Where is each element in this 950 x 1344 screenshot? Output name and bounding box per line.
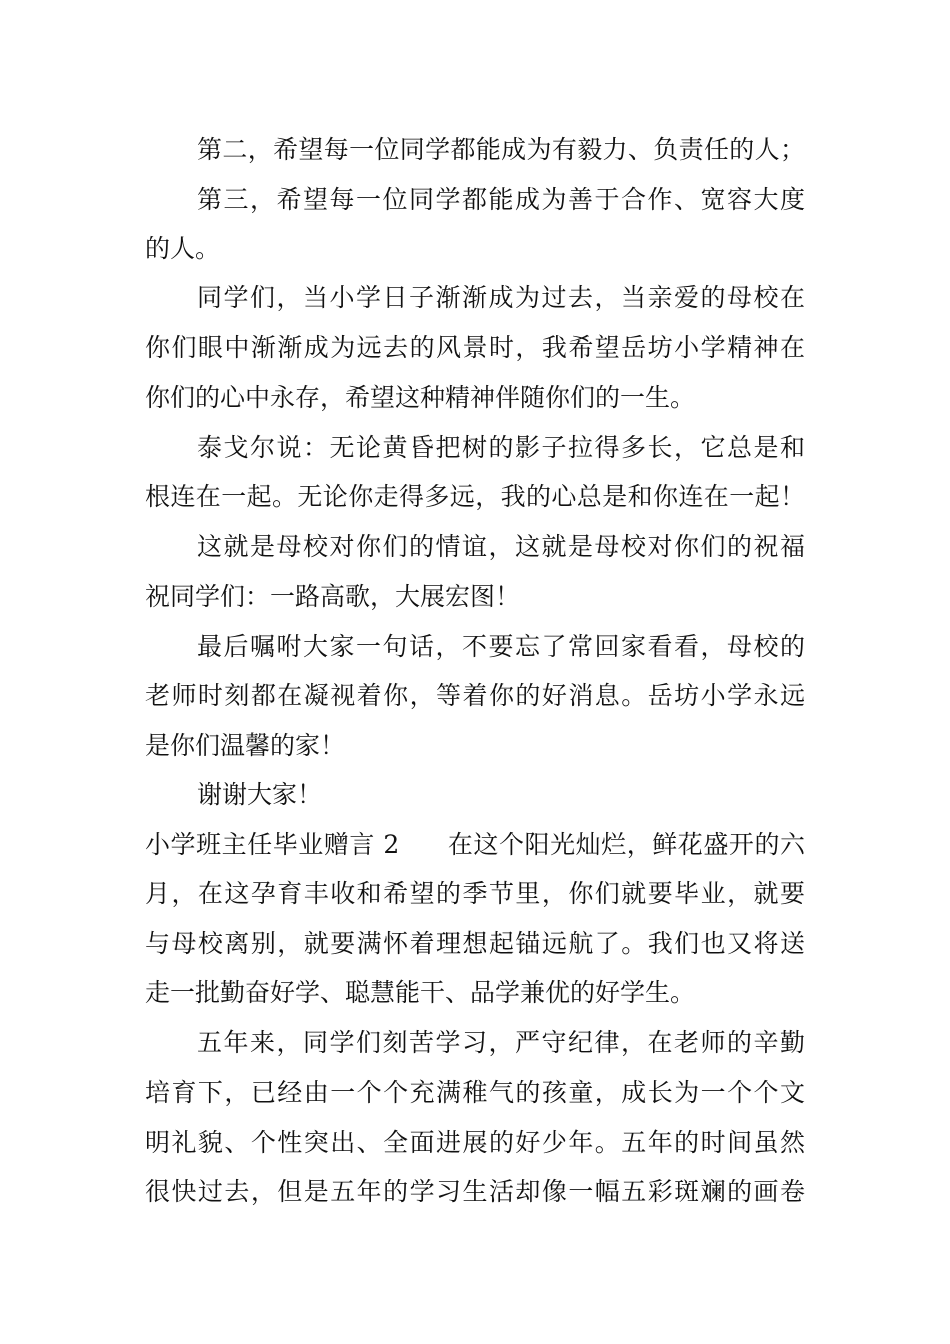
paragraph-line: 这就是母校对你们的情谊，这就是母校对你们的祝福 [197,532,805,561]
paragraph-line: 你们眼中渐渐成为远去的风景时，我希望岳坊小学精神在 [145,333,805,362]
paragraph-line: 你们的心中永存，希望这种精神伴随你们的一生。 [145,383,696,412]
paragraph-line: 走一批勤奋好学、聪慧能干、品学兼优的好学生。 [145,978,696,1007]
paragraph-line: 同学们，当小学日子渐渐成为过去，当亲爱的母校在 [197,283,805,312]
paragraph-line: 第三，希望每一位同学都能成为善于合作、宽容大度 [197,185,805,214]
paragraph-line: 谢谢大家！ [197,780,323,809]
paragraph-line: 培育下，已经由一个个充满稚气的孩童，成长为一个个文 [145,1078,805,1107]
paragraph-line: 泰戈尔说：无论黄昏把树的影子拉得多长，它总是和 [197,433,805,462]
section-title: 小学班主任毕业赠言 2 [145,830,400,859]
paragraph-line: 很快过去，但是五年的学习生活却像一幅五彩斑斓的画卷 [145,1177,805,1206]
section-first-text: 在这个阳光灿烂，鲜花盛开的六 [447,830,805,859]
paragraph-line: 是你们温馨的家！ [145,731,346,760]
paragraph-line: 最后嘱咐大家一句话，不要忘了常回家看看，母校的 [197,632,805,661]
paragraph-line: 明礼貌、个性突出、全面进展的好少年。五年的时间虽然 [145,1128,805,1157]
paragraph-line: 的人。 [145,234,221,263]
paragraph-line: 祝同学们：一路高歌，大展宏图！ [145,582,521,611]
paragraph-line: 第二，希望每一位同学都能成为有毅力、负责任的人； [197,135,805,164]
paragraph-line: 老师时刻都在凝视着你，等着你的好消息。岳坊小学永远 [145,681,805,710]
paragraph-line: 月，在这孕育丰收和希望的季节里，你们就要毕业，就要 [145,879,805,908]
paragraph-line: 根连在一起。无论你走得多远，我的心总是和你连在一起！ [145,482,805,511]
paragraph-line: 与母校离别，就要满怀着理想起锚远航了。我们也又将送 [145,929,805,958]
paragraph-line: 五年来，同学们刻苦学习，严守纪律，在老师的辛勤 [197,1028,805,1057]
section-heading-line [145,825,805,865]
